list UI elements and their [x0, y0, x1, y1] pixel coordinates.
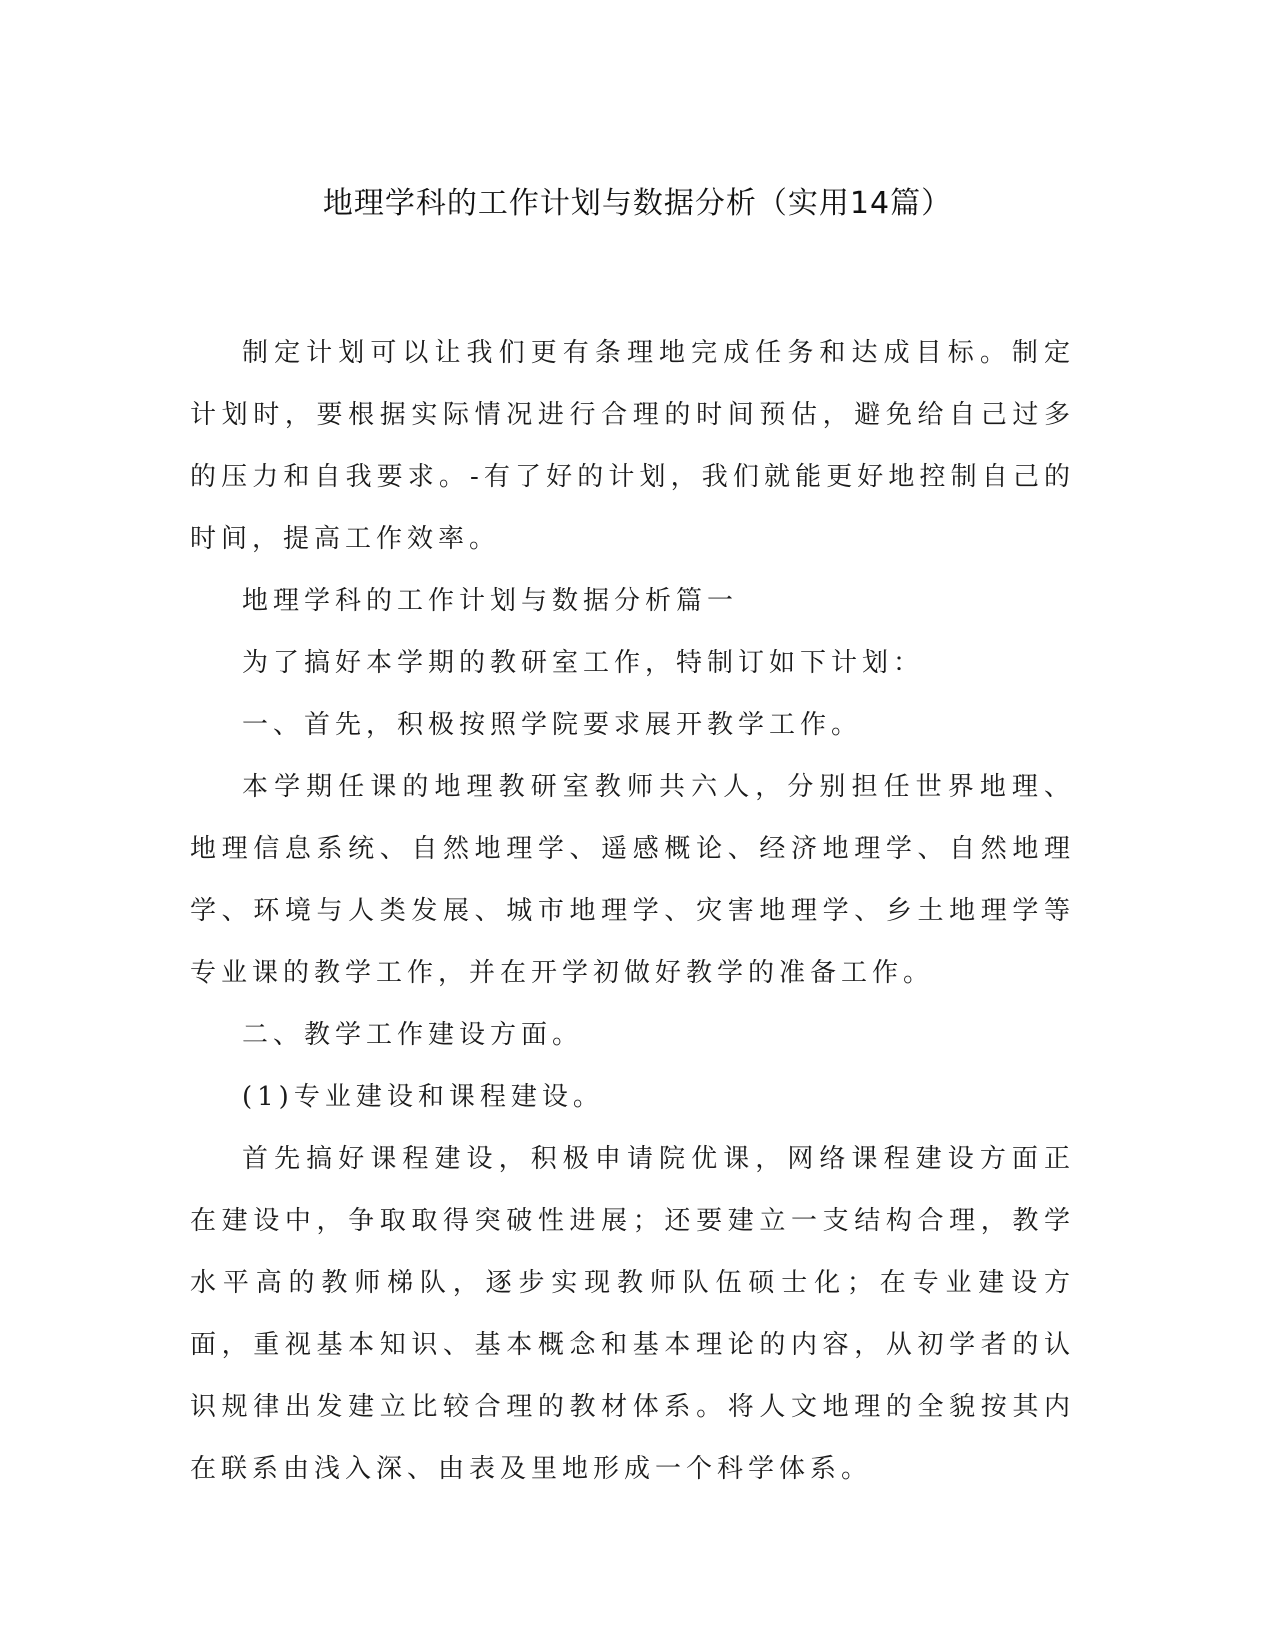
paragraph: 一、首先，积极按照学院要求展开教学工作。: [242, 710, 863, 740]
paragraph: 本学期任课的地理教研室教师共六人，分别担任世界地理、地理信息系统、自然地理学、遥感概论、经济地理学、自然地理学、环境与人类发展、城市地理学、灾害地理学、乡土地理学等专业课的教学工作，并在开学初做好教学的准备工作。: [190, 772, 1075, 988]
paragraph-intro: 制定计划可以让我们更有条理地完成任务和达成目标。制定计划时，要根据实际情况进行合理的时间预估，避免给自己过多的压力和自我要求。-有了好的计划，我们就能更好地控制自己的时间，提高工作效率。: [190, 338, 1075, 554]
paragraph: 为了搞好本学期的教研室工作，特制订如下计划：: [242, 648, 925, 678]
document-title: 地理学科的工作计划与数据分析（实用14篇）: [322, 186, 953, 221]
paragraph: 二、教学工作建设方面。: [242, 1020, 584, 1050]
document-body: [190, 322, 1075, 1500]
paragraph: (1)专业建设和课程建设。: [242, 1082, 604, 1112]
paragraph: 首先搞好课程建设，积极申请院优课，网络课程建设方面正在建设中，争取取得突破性进展；还要建立一支结构合理，教学水平高的教师梯队，逐步实现教师队伍硕士化；在专业建设方面，重视基本知识、基本概念和基本理论的内容，从初学者的认识规律出发建立比较合理的教材体系。将人文地理的全貌按其内在联系由浅入深、由表及里地形成一个科学体系。: [190, 1144, 1075, 1484]
section-heading: 地理学科的工作计划与数据分析篇一: [242, 586, 739, 616]
